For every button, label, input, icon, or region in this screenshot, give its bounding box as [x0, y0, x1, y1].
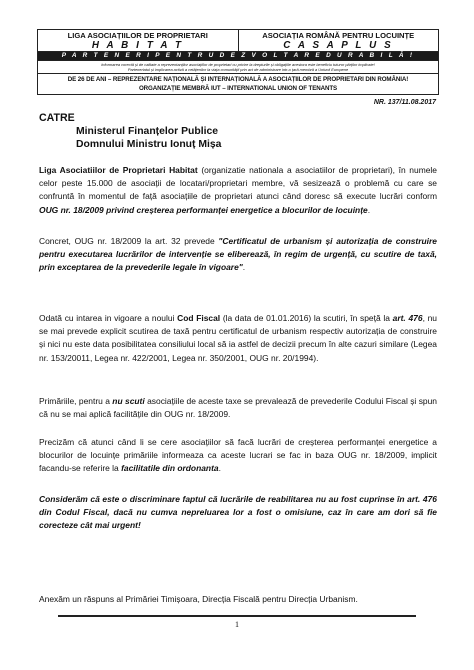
paragraph-3-text-c: , nu se mai prevede explicit scutirea de taxă pentru certificatul de urbanism respectiv autorizația de construire și nici nu este data posibilitatea consiliului local să ia astfel de decizii precum în alte cazuri similare (Legea nr. 153/20011, Legea nr. 422/2001, Legea nr. 350/2001, OUG nr. 20/1994).: [39, 313, 437, 363]
recipient-line-1: Ministerul Finanțelor Publice: [76, 126, 219, 137]
paragraph-3-text-a: Odată cu intarea in vigoare a noului: [39, 313, 178, 323]
page-number: 1: [235, 620, 239, 629]
paragraph-3-text-b: (la data de 01.01.2016) la scutiri, în speță la: [220, 313, 393, 323]
letterhead: [37, 29, 439, 95]
paragraph-2-text: Concret, OUG nr. 18/2009 la art. 32 prevede: [39, 236, 219, 246]
letterhead-fine-print: [38, 60, 438, 74]
paragraph-5: [39, 436, 437, 476]
paragraph-4-text-b: asociațiile de aceste taxe se prevalează de prevederile Codului Fiscal și spun că nu se mai aplică facilitățile din OUG nr. 18/2009.: [39, 396, 437, 420]
right-org-name: ASOCIAȚIA ROMÂNĂ PENTRU LOCUINȚE: [262, 31, 415, 40]
paragraph-4-text-a: Primăriile, pentru a: [39, 396, 113, 406]
facilities-ref: facilitatile din ordonanta: [121, 463, 219, 474]
article-quote: "Certificatul de urbanism și autorizația de construire pentru executarea lucrărilor de intervenție se eliberează, în regim de urgență, cu scutire de taxă, prin exceptarea de la prevederile legale în vigoare": [39, 236, 437, 273]
letterhead-representation: [38, 74, 438, 94]
no-exemption-ref: nu scuti: [112, 396, 145, 406]
letterhead-right-org: [238, 30, 439, 51]
fine-print-line-1: Informarea corectă și de calitate a reprezentanților asociațiilor de proprietari cu privire la drepturile și obligațiile acestora este beneficiu tuturor părților implicate!: [101, 62, 375, 67]
fiscal-code-ref: Cod Fiscal: [177, 313, 221, 323]
recipient-line-2: Domnului Ministru Ionuț Mișa: [76, 139, 222, 150]
footer-divider: [58, 615, 416, 617]
law-reference: OUG nr. 18/2009 privind creșterea performanței energetice a blocurilor de locuințe: [39, 204, 368, 215]
article-476-ref: art. 476: [392, 313, 423, 323]
document-number: NR. 137/11.08.2017: [373, 99, 436, 106]
partners-band: P A R T E N E R I P E N T R U D E Z V O L T A R E D U R A B I L Ă !: [38, 51, 438, 60]
left-org-brand: H A B I T A T: [91, 40, 184, 51]
representation-line-1: DE 26 DE ANI – REPREZENTARE NAȚIONALĂ ȘI INTERNAȚIONALĂ A ASOCIAȚIILOR DE PROPRIETARI DIN ROMÂNIA!: [67, 76, 409, 84]
paragraph-7: Anexăm un răspuns al Primăriei Timișoara, Direcția Fiscală pentru Direcția Urbanism.: [39, 594, 358, 604]
letterhead-left-org: [38, 30, 238, 51]
org-name: Liga Asociatiilor de Proprietari Habitat: [39, 165, 198, 175]
paragraph-5-text: Precizăm că atunci când li se cere asociațiilor să facă lucrări de creșterea performanței energetice a blocurilor de locuințe primăriile informeaza ca aceste lucrari se fac in baza OUG nr. 18/2009, implicit facandu-se referire la: [39, 437, 437, 474]
paragraph-5-end: .: [218, 463, 221, 474]
representation-line-2: ORGANIZAȚIE MEMBRĂ IUT – INTERNATIONAL UNION OF TENANTS: [138, 84, 338, 92]
paragraph-1-text: (organizatie nationala a asociatiilor de proprietari), în numele celor peste 15.000 de asociații de locatari/proprietari membre, vă sesizează o problemă cu care se confruntă în momentul de față asociațiile de proprietari atunci când doresc să execute lucrări conform: [39, 165, 437, 202]
letterhead-org-row: [38, 30, 438, 51]
recipient-label: CATRE: [39, 112, 75, 124]
paragraph-3: [39, 312, 437, 365]
paragraph-2-end: .: [242, 262, 246, 273]
paragraph-6: Considerăm că este o discriminare faptul că lucrările de reabilitarea nu au fost cuprinse în art. 476 din Codul Fiscal, dacă nu cumva nepreluarea lor a fost o omisiune, caz în care am dori să fie corecteze cât mai urgent!: [39, 494, 437, 531]
paragraph-1: [39, 164, 437, 217]
fine-print-line-2: Parteneriatul și implicarea activă a cetățenilor la viața comunității prin act de administrare intr-o țară membră a Uniunii Europene: [127, 67, 349, 73]
paragraph-1-end: .: [367, 204, 371, 215]
paragraph-2: [39, 235, 437, 275]
paragraph-4: [39, 395, 437, 421]
right-org-brand: C A S A P L U S: [283, 40, 394, 51]
left-org-name: LIGA ASOCIAȚIILOR DE PROPRIETARI: [67, 31, 208, 40]
